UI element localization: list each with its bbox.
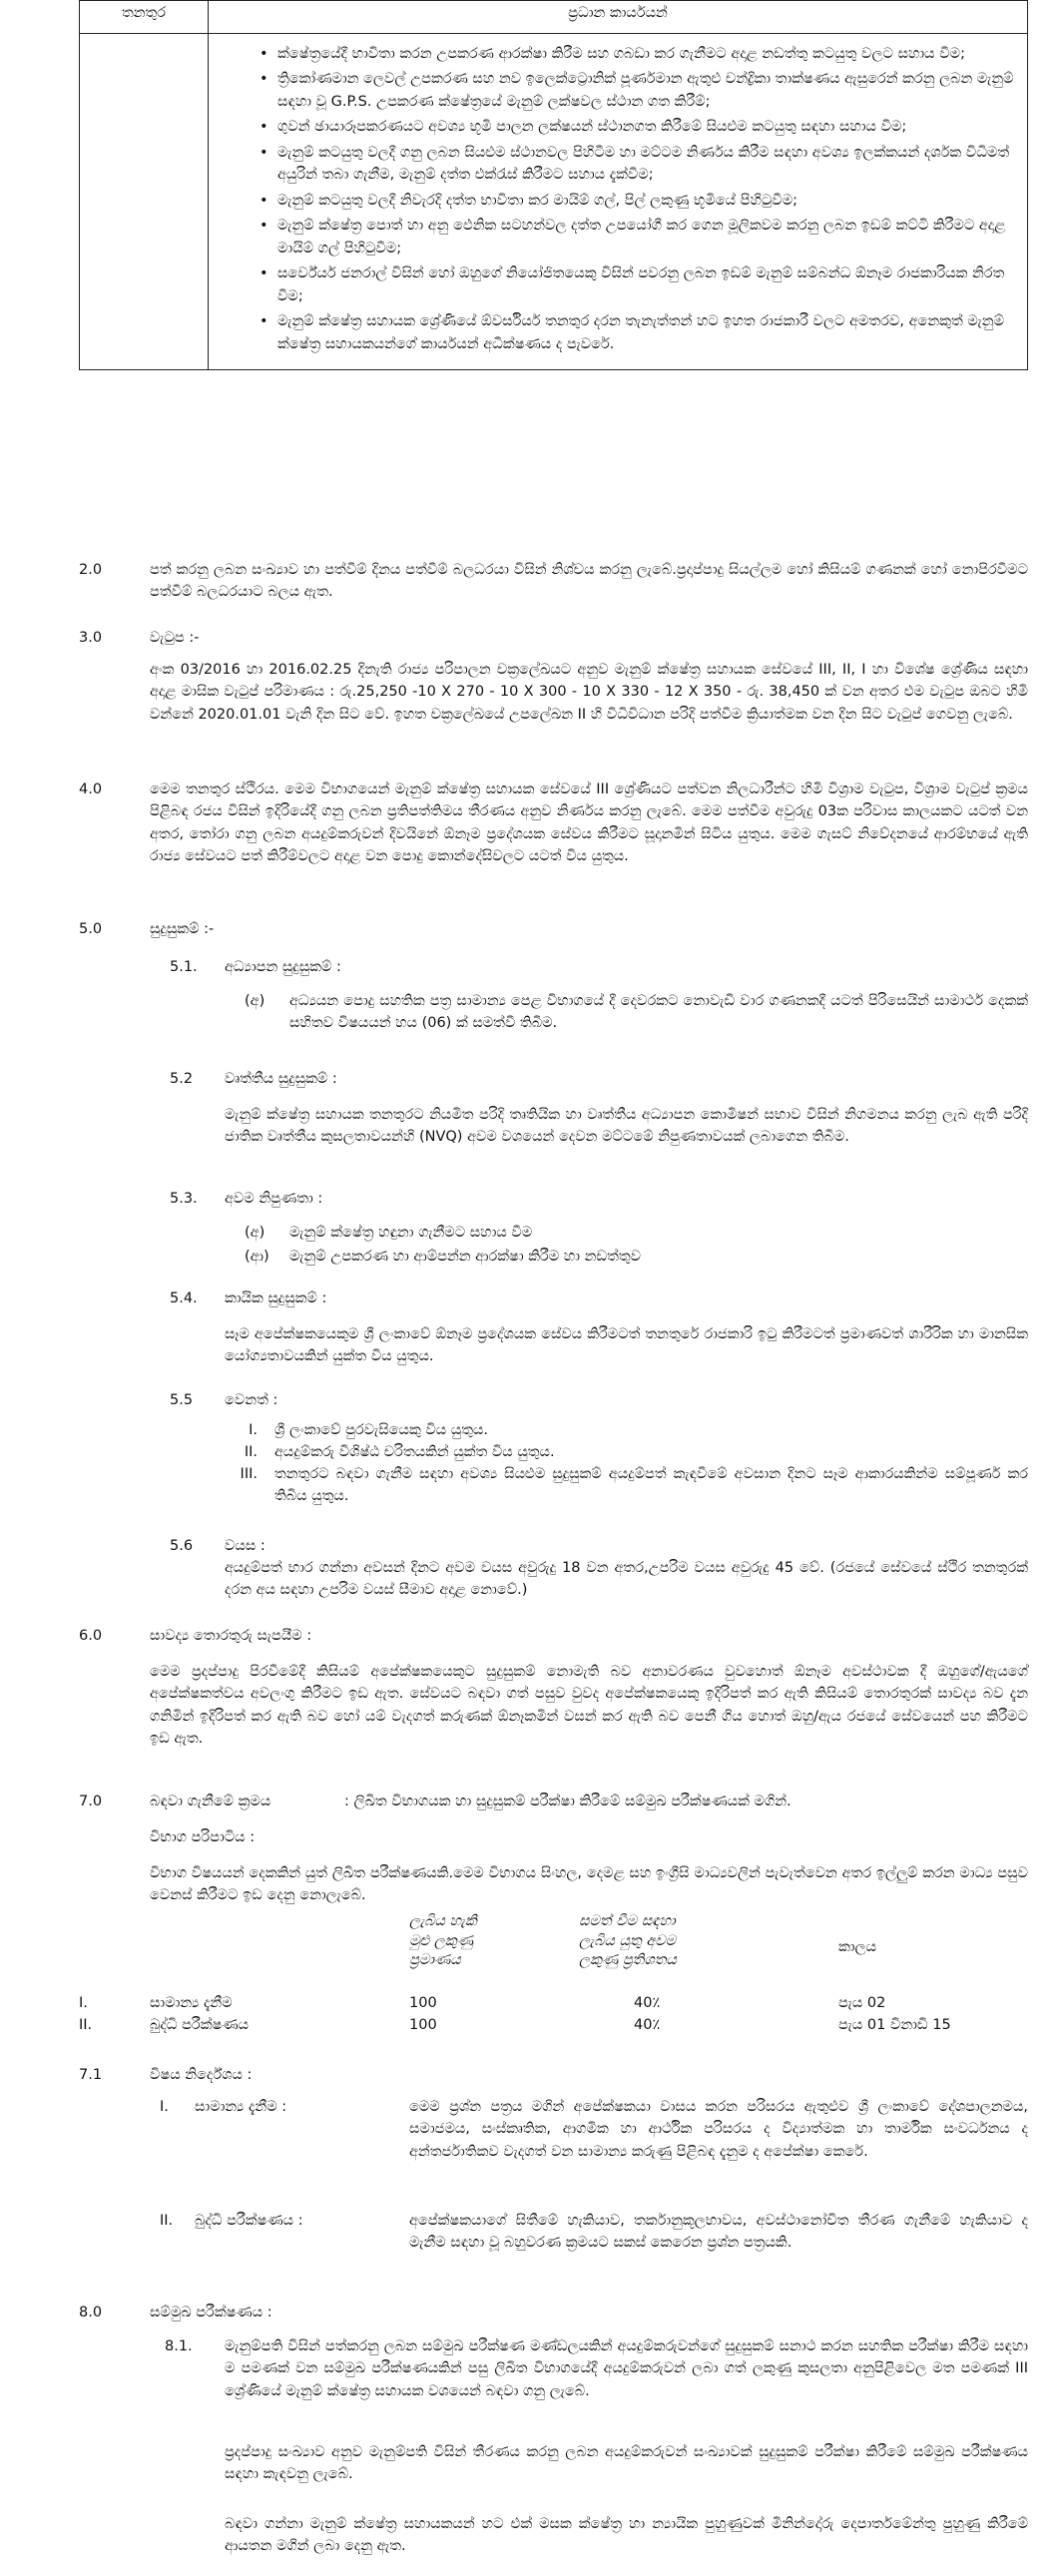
duty-item: • ක්ෂේත්‍රයේදී භාවිතා කරන උපකරණ ආරක්ෂා කිරීම සහ ගබඩා කර ගැනීමට අදාළ නඩත්තු කටයුතු වලට සහාය වීම; — [260, 43, 1018, 65]
section-5-4-heading: කායික සුදුසුකම් : — [225, 1290, 327, 1306]
exam-pass-mark: 40٪ — [634, 2017, 661, 2033]
section-7-number: 7.0 — [79, 1794, 103, 1809]
section-7-1-number: 7.1 — [79, 2067, 103, 2083]
item-label: (අ) — [245, 993, 265, 1009]
duty-item: • ත්‍රිකෝණමාන ලෙවල් උපකරණ සහ නව ඉලෙක්ට්‍රොනික් පූර්ණමාන ඇතුළු චන්ද්‍රිකා තාක්ෂණය ඇසුරෙන් කරනු ලබන මැනුම් සඳහා වූ G.P.S. උපකරණ ක්ෂේත්‍රයේ මැනුම් ලක්ෂවල ස්ථාන ගත කිරීම්; — [260, 68, 1018, 113]
section-5-2-number: 5.2 — [170, 1071, 194, 1087]
section-5-1-heading: අධ්‍යාපන සුදුසුකම් : — [225, 959, 341, 975]
duty-item: • මැනුම් ක්ෂේත්‍ර සහායක ශ්‍රේණියේ ඕවර්සියර් තනතුර දරන තැනැත්තන් හට ඉහත රාජකාරී වලට අමතරව, අනෙකුත් මැනුම් ක්ෂේත්‍ර සහායකයන්ගේ කාර්යයන් අධීක්ෂණය ද පැවරේ. — [260, 310, 1018, 355]
item-label: I. — [249, 1422, 258, 1438]
section-7-1-heading: විෂය නිර්දේශය : — [150, 2067, 253, 2083]
item-label: II. — [244, 1444, 258, 1460]
duty-item: • ගුවන් ඡායාරූපකරණයට අවශ්‍ය භූමි පාලන ලක්ෂයන් ස්ථානගත කිරීමේ සියළුම කටයුතු සඳහා සහාය වීම; — [260, 116, 1018, 138]
duty-list — [210, 35, 1026, 368]
col-duration-header: කාලය — [838, 1939, 877, 1955]
section-5-3-number: 5.3. — [170, 1191, 198, 1207]
competency-item: මැනුම් ක්ෂේත්‍ර හඳුනා ගැනීමට සහාය වීම — [289, 1225, 533, 1241]
post-cell — [80, 34, 209, 370]
section-5-4-number: 5.4. — [170, 1290, 198, 1306]
col-max-marks-header: ලැබිය හැකි මුළු ලකුණු ප්‍රමාණය — [409, 1913, 477, 1969]
competency-item: මැනුම් උපකරණ හා ආම්පන්න ආරක්ෂා කිරීම හා නඩත්තුව — [289, 1249, 642, 1265]
syllabus-item-text: අපේක්ෂකයාගේ සිතීමේ හැකියාව, තර්කානුකූලභාවය, අවස්ථානෝචිත තීරණ ගැනීමේ හැකියාව ද මැනීම සඳහා වූ බහුවරණ ක්‍රමයට සකස් කෙරෙන ප්‍රශ්න පත්‍රයකි. — [409, 2213, 1028, 2252]
section-2-text: පත් කරනු ලබන සංඛ්‍යාව හා පත්වීම් දිනය පත්වීම් බලධරයා විසින් නිශ්චය කරනු ලැබේ.ප්‍රදාප්පාදු සියල්ලම හෝ කිසියම් ගණනක් හෝ නොපිරවීමට පත්වීම් බලධරයාට බලය ඇත. — [150, 562, 1028, 601]
duties-header-row — [80, 1, 1028, 34]
syllabus-item-text: මෙම ප්‍රශ්න පත්‍රය මගින් අපේක්ෂකයා වාසය කරන පරිසරය ඇතුළුව ශ්‍රී ලංකාවේ දේශපාලනමය, සමාජමය, සංස්කෘතික, ආගමික හා ආර්ථික පරිසරය ද විද්‍යාත්මක හා තාර්මික සංවර්ධනය ද අන්තර්ජාතිකව වැදගත් වන සාමාන්‍ය කරුණු පිළිබඳ දැනුම ද අපේක්ෂා කෙරේ. — [409, 2099, 1028, 2160]
section-8-number: 8.0 — [79, 2305, 103, 2320]
section-5-6-number: 5.6 — [170, 1538, 194, 1554]
syllabus-item-label: සාමාන්‍ය දැනීම : — [195, 2099, 287, 2115]
section-7-heading: බඳවා ගැනීමේ ක්‍රමය — [150, 1794, 271, 1809]
section-5-4-text: සෑම අපේක්ෂකයෙකුම ශ්‍රී ලංකාවේ ඕනෑම ප්‍රදේශයක සේවය කිරීමටත් තනතුරේ රාජකාරි ඉටු කිරීමටත් ප්‍රමාණවත් ශාරීරික හා මානසික යෝග්‍යතාවයකින් යුක්ත විය යුතුය. — [225, 1326, 1028, 1365]
col-pass-mark-header: සමත් වීම සඳහා ලැබිය යුතු අවම ලකුණු ප්‍රතිශතය — [579, 1913, 677, 1969]
section-8-1-number: 8.1. — [165, 2338, 193, 2354]
section-5-number: 5.0 — [79, 921, 103, 937]
section-5-heading: සුදුසුකම් :- — [150, 921, 215, 937]
exam-procedure-text: විභාග විෂයයන් දෙකකින් යුත් ලිඛිත පරීක්ෂණයකි.මෙම විභාගය සිංහල, දෙමළ සහ ඉංග්‍රීසි මාධ්‍යවලින් පැවැත්වෙන අතර ඉල්ලුම් කරන මාධ්‍ය පසුව වෙනස් කිරීමට ඉඩ දෙනු නොලැබේ. — [150, 1865, 1028, 1904]
exam-duration: පැය 01 විනාඩි 15 — [838, 2017, 951, 2033]
col-post-header: තනතුර — [80, 1, 209, 34]
duties-table — [79, 0, 1028, 370]
section-7-heading-text: : ලිඛිත විභාගයක හා සුදුසුකම් පරීක්ෂා කිරීමේ සම්මුඛ පරීක්ෂණයක් මගින්. — [344, 1794, 792, 1809]
exam-row-number: I. — [79, 1995, 88, 2011]
interview-paragraph-2: ප්‍රදප්පාදු සංඛ්‍යාව අනුව මැනුම්පති විසින් තීරණය කරනු ලබන අයදුම්කරුවන් සංඛ්‍යාවක් සුදුසුකම් පරීක්ෂා කිරීමේ සම්මුඛ පරීක්ෂණය සඳහා කැඳවනු ලැබේ. — [225, 2444, 1028, 2483]
section-4-number: 4.0 — [79, 781, 103, 797]
exam-pass-mark: 40٪ — [634, 1995, 661, 2011]
section-5-5-number: 5.5 — [170, 1392, 194, 1408]
section-8-heading: සම්මුඛ පරීක්ෂණය : — [150, 2305, 272, 2320]
duty-item: • මැනුම් කටයුතු වලදී නිවැරදි දත්ත භාවිතා කර මායිම් ගල්, පිල් ලකුණු භූමියේ පිහිටුවීම; — [260, 190, 1018, 212]
other-requirement: තනතුරට බඳවා ගැනීම සඳහා අවශ්‍ය සියළුම සුදුසුකම් අයදුම්පත් කැඳවීමේ අවසාන දිනට සෑම ආකාරයකින්ම සම්පූර්ණ කර තිබිය යුතුය. — [274, 1466, 1028, 1505]
section-6-text: මෙම ප්‍රදප්පාදු පිරවීමේදී කිසියම් අපේක්ෂකයෙකුට සුදුසුකම් නොමැති බව අනාවරණය වුවහොත් ඕනෑම අවස්ථාවක දී ඔහුගේ/ඇයගේ අපේක්ෂකත්වය අවලංගු කිරීමට ඉඩ ඇත. සේවයට බඳවා ගත් පසුව වුවද අපේක්ෂකයෙකු ඉදිරිපත් කර ඇති කිසියම් තොරතුරක් සාවද්‍ය බව දැන ගනිමින් ඉදිරිපත් කර ඇති බව හෝ යම් වැදගත් කරුණක් ඕනෑකමින් වසන් කර ඇති බව පෙනී ගිය හොත් ඔහු/ඇය රජයේ සේවයෙන් පහ කිරීමට ඉඩ ඇත. — [150, 1664, 1028, 1748]
interview-paragraph-3: බඳවා ගන්නා මැනුම් ක්ෂේත්‍ර සහායකයන් හට එක් මසක ක්ෂේත්‍ර හා න්‍යායික පුහුණුවක් මිනින්දෝරු දෙපාර්තමේන්තු පුහුණු කිරීමේ ආයතන මගින් ලබා දෙනු ඇත. — [225, 2516, 1028, 2555]
duty-item: • මැනුම් ක්ෂේත්‍ර පොත් හා අනු ඵෙනික සටහන්වල දත්ත උපයෝගී කර ගෙන මූලිකවම කරනු ලබන ඉඩම් කට්ටි කිරීමට අදාළ මායිම් ගල් පිහිටුවීම; — [260, 215, 1018, 259]
item-label: (අ) — [245, 1225, 265, 1241]
section-5-5-heading: වෙනත් : — [225, 1392, 278, 1408]
section-4-text: මෙම තනතුර ස්ථිරය. මෙම විභාගයෙන් මැනුම් ක්ෂේත්‍ර සහායක සේවයේ III ශ්‍රේණියට පත්වන නිලධාරීන්ට හිමි විශ්‍රාම වැටුප, විශ්‍රාම වැටුප් ක්‍රමය පිළිබඳ රජය විසින් ඉදිරියේදී ගනු ලබන ප්‍රතිපත්තිමය තීරණය අනුව නිර්ණය කරනු ලැබේ. මෙම පත්වීම අවුරුදු 03ක පරිවාස කාලයකට යටත් වන අතර, තෝරා ගනු ලබන අයදුම්කරුවන් දිවයිනේ ඕනෑම ප්‍රදේශයක සේවය කිරීමට සූදානමින් සිටිය යුතුය. මෙම ගැසට් නිවේදනයේ ආරම්භයේ ඇති රාජ්‍ය සේවයට පත් කිරීම්වලට අදාළ වන පොදු කොන්දේසිවලට යටත් විය යුතුය. — [150, 781, 1028, 865]
section-3-heading: වැටුප :- — [150, 630, 200, 646]
section-6-heading: සාවද්‍ය තොරතුරු සැපයීම : — [150, 1628, 312, 1644]
exam-subject: බුද්ධි පරීක්ෂණය — [150, 2017, 250, 2033]
section-3-number: 3.0 — [79, 630, 103, 646]
duties-cell — [209, 34, 1028, 370]
exam-max-marks: 100 — [409, 2017, 437, 2033]
section-5-2-heading: වෘත්තීය සුදුසුකම් : — [225, 1071, 337, 1087]
duties-body-row — [80, 34, 1028, 370]
item-label: (ආ) — [245, 1249, 269, 1265]
section-5-2-text: මැනුම් ක්ෂේත්‍ර සහායක තනතුරට නියමිත පරිදි තෘතියික හා වෘත්තීය අධ්‍යාපන කොමිෂන් සභාව විසින් නිගමනය කරනු ලැබ ඇති පරිදි ජාතික වෘත්තීය කුසලතාවයන්හි (NVQ) අවම වශයෙන් දෙවන මට්ටමේ නිපුණතාවයක් ලබාගෙන තිබීම. — [225, 1107, 1028, 1146]
section-5-6-text: අයදුම්පත් භාර ගන්නා අවසන් දිනට අවම වයස අවුරුදු 18 වන අතර,උපරිම වයස අවුරුදු 45 වේ. (රජයේ සේවයේ ස්ථිර තනතුරක් දරන අය සඳහා උපරිම වයස් සීමාව අදාළ නොවේ.) — [225, 1560, 1028, 1599]
exam-subject: සාමාන්‍ය දැනීම — [150, 1995, 233, 2011]
section-5-3-heading: අවම නිපුණතා : — [225, 1191, 323, 1207]
exam-procedure-heading: විභාග පරිපාටිය : — [150, 1829, 256, 1845]
duty-item: • මැනුම් කටයුතු වලදී ගනු ලබන සියළුම ස්ථානවල පිහිටීම හා මට්ටම නිර්ණය කිරීම සඳහා අවශ්‍ය ඉලක්කයන් දර්ශක විධිමත් අයුරින් තබා ගැනීම, මැනුම් දත්ත එක්රැස් කිරීමට සහාය දැක්වීම; — [260, 142, 1018, 187]
syllabus-item-label: බුද්ධි පරීක්ෂණය : — [195, 2213, 303, 2229]
section-5-1-number: 5.1. — [170, 959, 198, 975]
other-requirement: ශ්‍රී ලංකාවේ පුරවැසියෙකු විය යුතුය. — [274, 1422, 489, 1438]
exam-duration: පැය 02 — [838, 1995, 886, 2011]
col-duties-header: ප්‍රධාන කාර්යයන් — [209, 1, 1028, 34]
syllabus-item-number: I. — [160, 2099, 169, 2115]
section-5-6-heading: වයස : — [225, 1538, 265, 1554]
exam-max-marks: 100 — [409, 1995, 437, 2011]
syllabus-item-number: II. — [160, 2213, 174, 2229]
exam-row-number: II. — [79, 2017, 93, 2033]
interview-paragraph-1: මැනුම්පති විසින් පත්කරනු ලබන සම්මුඛ පරීක්ෂණ මණ්ඩලයකින් අයදුම්කරුවන්ගේ සුදුසුකම් සනාථ කරන සහතික පරීක්ෂා කිරීම සඳහා ම පමණක් වන සම්මුඛ පරීක්ෂණයකින් පසු ලිඛිත විභාගයේදී අයදුම්කරුවන් ලබා ගත් ලකුණු කුසලතා අනුපිළිවෙල මත පමණක් III ශ්‍රේණියේ මැනුම් ක්ෂේත්‍ර සහායක වශයෙන් බඳවා ගනු ලැබේ. — [225, 2338, 1028, 2399]
section-5-1-text: අධ්‍යයන පොදු සහතික පත්‍ර සාමාන්‍ය පෙළ විභාගයේ දී දෙවරකට නොවැඩි වාර ගණනකදී යටත් පිරිසෙයින් සාමාර්ථ දෙකක් සහිතව විෂයයන් හය (06) ක් සමත්වී තිබීම. — [289, 993, 1028, 1032]
section-6-number: 6.0 — [79, 1628, 103, 1644]
item-label: III. — [240, 1466, 258, 1482]
section-2-number: 2.0 — [79, 562, 103, 578]
section-3-text: අංක 03/2016 හා 2016.02.25 දිනැති රාජ්‍ය පරිපාලන චක්‍රලේඛයට අනුව මැනුම් ක්ෂේත්‍ර සහායක සේවයේ III, II, I හා විශේෂ ශ්‍රේණිය සඳහා අදාළ මාසික වැටුප් පරිමාණය : රු.25,250 -10 X 270 - 10 X 300 - 10 X 330 - 12 X 350 - රු. 38,450 ක් වන අතර එම වැටුප ඔබට හිමි වන්නේ 2020.01.01 වැනි දින සිට වේ. ඉහත චක්‍රලේඛයේ උපලේඛන II හි විධිවිධාන පරිදි පත්වීම ක්‍රියාත්මක වන දින සිට වැටුප් ගෙවනු ලැබේ. — [150, 662, 1028, 723]
duty-item: • සර්වේයර් ජනරාල් විසින් හෝ ඔහුගේ නියෝජිතයෙකු විසින් පවරනු ලබන ඉඩම් මැනුම් සම්බන්ධ ඕනෑම රාජකාරියක නිරත වීම; — [260, 262, 1018, 307]
other-requirement: අයදුම්කරු විශිෂ්ඨ චරිතයකින් යුක්ත විය යුතුය. — [274, 1444, 555, 1460]
